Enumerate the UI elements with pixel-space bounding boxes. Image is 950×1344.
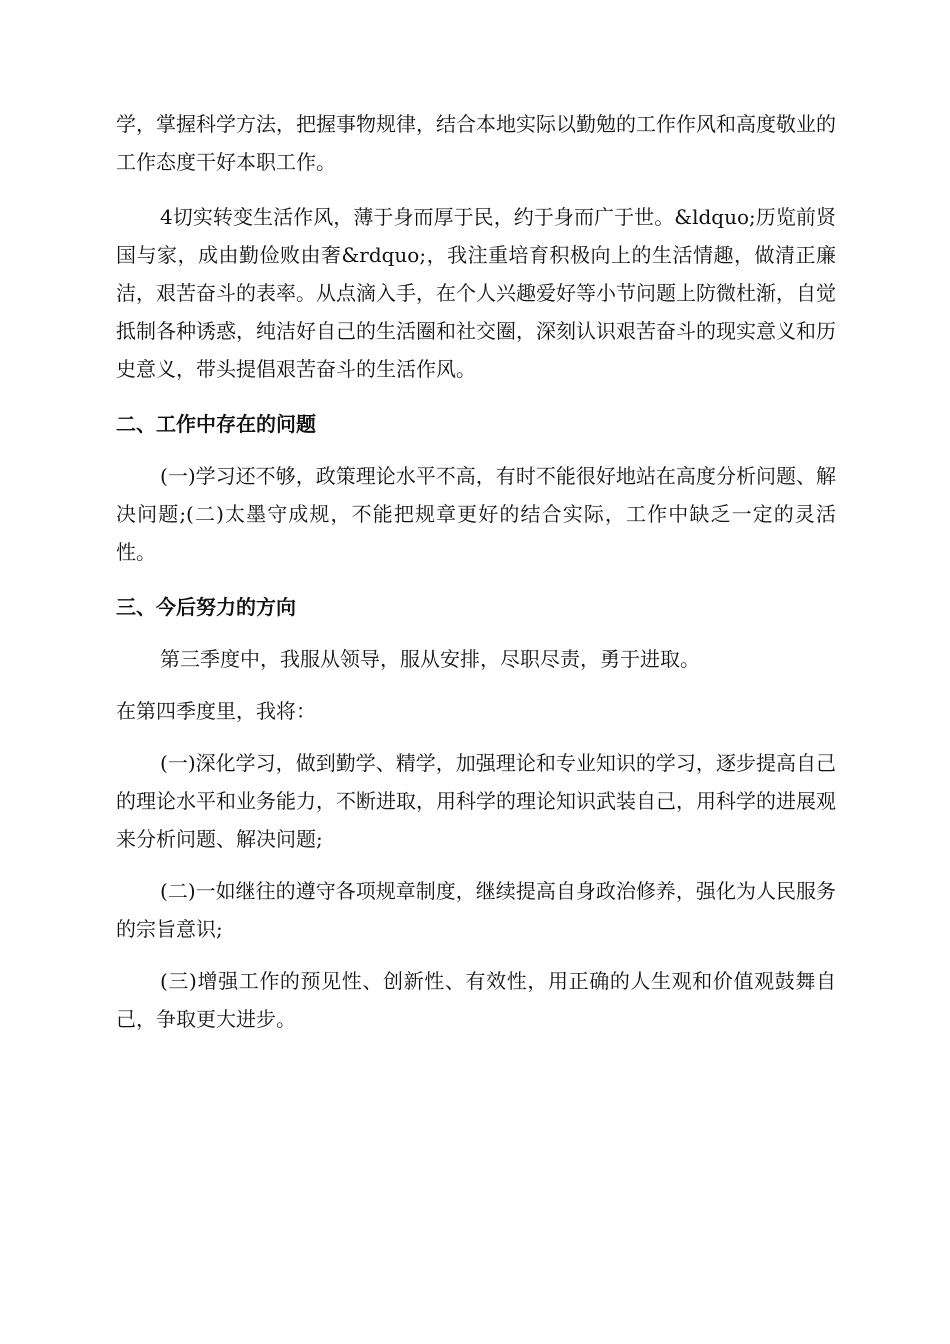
paragraph-plan-progress: (三)增强工作的预见性、创新性、有效性，用正确的人生观和价值观鼓舞自己，争取更大进步。	[116, 969, 836, 1031]
paragraph-life-style: 4切实转变生活作风，薄于身而厚于民，约于身而广于世。&ldquo;历览前贤国与家，成由勤俭败由奢&rdquo;，我注重培育积极向上的生活情趣，做清正廉洁，艰苦奋斗的表率。从点滴入手，在个人兴趣爱好等小节问题上防微杜渐，自觉抵制各种诱惑，纯洁好自己的生活圈和社交圈，深刻认识艰苦奋斗的现实意义和历史意义，带头提倡艰苦奋斗的生活作风。	[116, 205, 836, 381]
paragraph-plan-study: (一)深化学习，做到勤学、精学，加强理论和专业知识的学习，逐步提高自己的理论水平和业务能力，不断进取，用科学的理论知识武装自己，用科学的进展观来分析问题、解决问题;	[116, 751, 836, 851]
section-heading-problems: 二、工作中存在的问题	[116, 412, 316, 436]
paragraph-work-attitude: 学，掌握科学方法，把握事物规律，结合本地实际以勤勉的工作作风和高度敬业的工作态度干好本职工作。	[116, 112, 836, 174]
paragraph-problems: (一)学习还不够，政策理论水平不高，有时不能很好地站在高度分析问题、解决问题;(二)太墨守成规，不能把规章更好的结合实际，工作中缺乏一定的灵活性。	[116, 464, 836, 564]
paragraph-plan-rules: (二)一如继往的遵守各项规章制度，继续提高自身政治修养，强化为人民服务的宗旨意识;	[116, 879, 836, 941]
paragraph-third-quarter: 第三季度中，我服从领导，服从安排，尽职尽责，勇于进取。	[160, 647, 700, 671]
document-page	[116, 105, 836, 1038]
paragraph-fourth-quarter-intro: 在第四季度里，我将：	[116, 699, 316, 723]
section-heading-direction: 三、今后努力的方向	[116, 595, 296, 619]
